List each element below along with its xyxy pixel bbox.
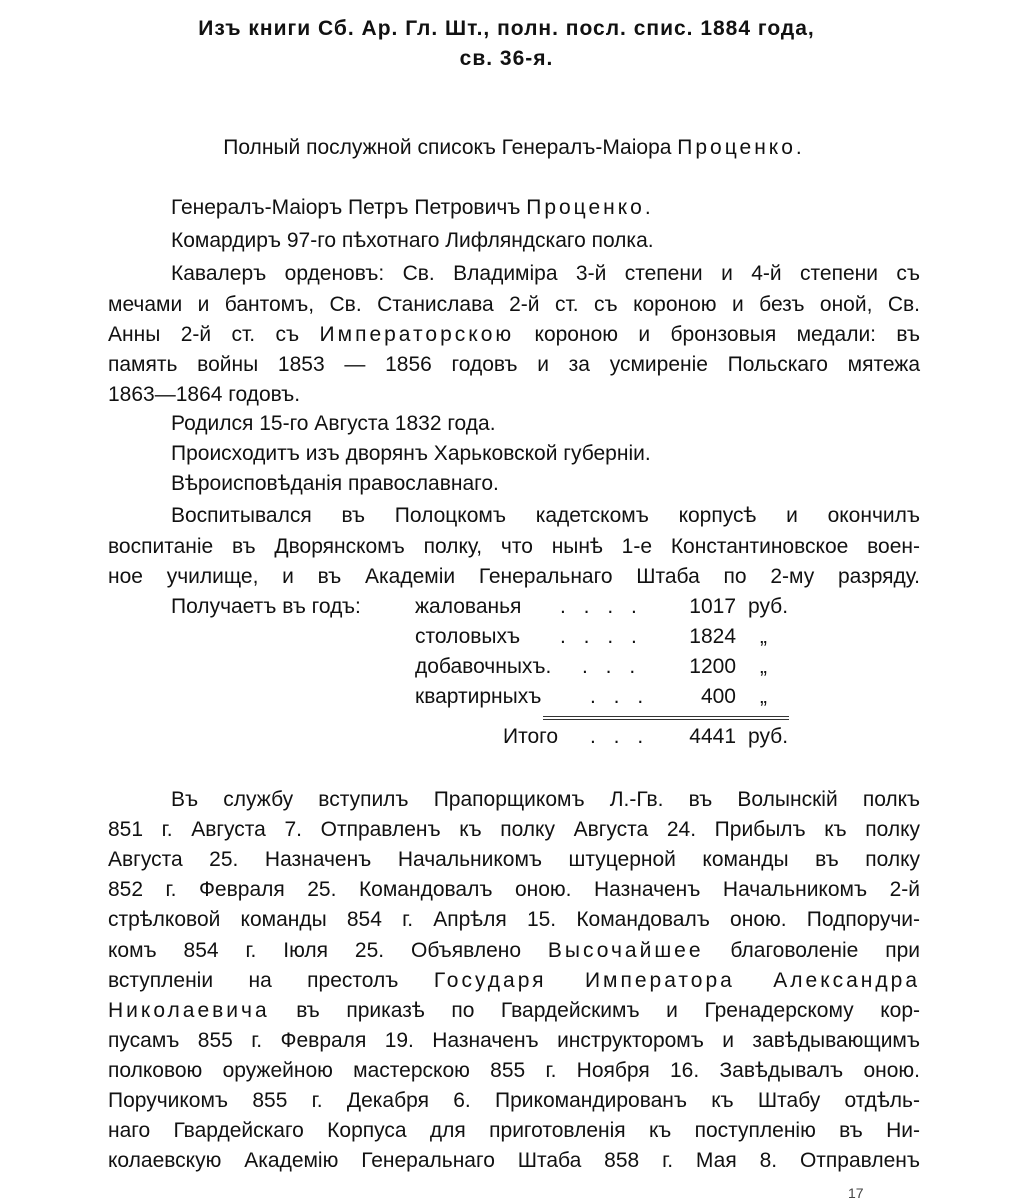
service-line: 852 г. Февраля 25. Командовалъ оною. Назначенъ Начальникомъ 2-й	[108, 878, 920, 901]
salary-total-amount: 4441	[689, 725, 736, 748]
orders-line-3-pre: Анны 2-й ст. съ	[108, 323, 320, 346]
origin-line: Происходитъ изъ дворянъ Харьковской губерніи.	[171, 442, 651, 465]
surname-spaced: Проценко.	[526, 196, 654, 219]
religion-line: Вѣроисповѣданія православнаго.	[171, 472, 499, 495]
service-line-pre: комъ 854 г. Іюля 25. Объявлено	[108, 939, 548, 962]
salary-label: Получаетъ въ годъ:	[171, 595, 361, 618]
orders-line-1: Кавалеръ орденовъ: Св. Владиміра 3-й степени и 4-й степени съ	[171, 262, 920, 285]
salary-row-item: квартирныхъ	[415, 685, 542, 708]
education-line-2: воспитаніе въ Дворянскомъ полку, что нынѣ 1-е Константиновское воен-	[108, 535, 920, 558]
service-line: 851 г. Августа 7. Отправленъ къ полку Августа 24. Прибылъ къ полку	[108, 818, 920, 841]
salary-row-amount: 1017	[689, 595, 736, 618]
salary-total-dots: . . .	[590, 725, 650, 748]
sovereign-spaced: Государя Императора Александра	[433, 969, 921, 992]
title-name: Проценко.	[677, 136, 805, 159]
patronymic-spaced: Николаевича	[108, 999, 270, 1022]
source-header-line-1: Изъ книги Сб. Ар. Гл. Шт., полн. посл. спис. 1884 года,	[198, 17, 815, 40]
salary-row-item: жалованья	[415, 595, 522, 618]
salary-row-item: столовыхъ	[415, 625, 521, 648]
service-line	[108, 966, 920, 996]
salary-total-rule	[543, 719, 789, 720]
service-line: пусамъ 855 г. Февраля 19. Назначенъ инструкторомъ и завѣдывающимъ	[108, 1029, 920, 1052]
rank-text: Генералъ-Маіоръ Петръ Петровичъ	[171, 196, 527, 219]
source-header-line-2: св. 36-я.	[459, 47, 554, 70]
education-line-3: ное училище, и въ Академіи Генеральнаго Штаба по 2-му разряду.	[108, 565, 920, 588]
service-line: стрѣлковой команды 854 г. Апрѣля 15. Командовалъ оною. Подпоручи-	[108, 908, 920, 931]
education-line-1: Воспитывался въ Полоцкомъ кадетскомъ корпусѣ и окончилъ	[171, 504, 920, 527]
orders-line-3-post: короною и бронзовыя медали: въ	[514, 323, 920, 346]
service-line: наго Гвардейскаго Корпуса для приготовленія къ поступленію въ Ни-	[108, 1119, 920, 1142]
orders-line-5: 1863—1864 годовъ.	[108, 383, 301, 406]
salary-row-amount: 1824	[689, 625, 736, 648]
page-number-fragment: 17	[848, 1185, 864, 1201]
service-line: полковою оружейною мастерскою 855 г. Ноября 16. Завѣдывалъ оною.	[108, 1059, 920, 1082]
salary-row-unit: руб.	[748, 595, 789, 618]
service-line-post: въ приказѣ по Гвардейскимъ и Гренадерскому кор-	[269, 999, 920, 1022]
orders-line-4: память войны 1853 — 1856 годовъ и за усмиреніе Польскаго мятежа	[108, 353, 920, 376]
salary-row-amount: 400	[700, 685, 736, 708]
birth-line: Родился 15-го Августа 1832 года.	[171, 412, 496, 435]
service-line	[108, 936, 920, 966]
service-line-pre: вступленіи на престолъ	[108, 969, 434, 992]
salary-row-unit: „	[760, 685, 767, 708]
service-line: колаевскую Академію Генеральнаго Штаба 858 г. Мая 8. Отправленъ	[108, 1149, 920, 1172]
orders-line-2: мечами и бантомъ, Св. Станислава 2-й ст. съ короною и безъ оной, Св.	[108, 293, 920, 316]
salary-row-dots: . . .	[590, 685, 650, 708]
salary-total-rule	[543, 716, 789, 717]
service-line: Поручикомъ 855 г. Декабря 6. Прикомандированъ къ Штабу отдѣль-	[108, 1089, 920, 1112]
service-line: Августа 25. Назначенъ Начальникомъ штуцерной команды въ полку	[108, 848, 920, 871]
service-line: Въ службу вступилъ Прапорщикомъ Л.-Гв. въ Волынскій полкъ	[171, 788, 920, 811]
imperial-spaced: Императорскою	[319, 323, 515, 346]
command-line	[171, 226, 920, 256]
salary-row-dots: . . . .	[560, 595, 643, 618]
salary-row-item: добавочныхъ.	[415, 655, 552, 678]
orders-line-3	[108, 320, 920, 350]
salary-row-unit: „	[760, 655, 767, 678]
service-line	[108, 996, 920, 1026]
document-title	[108, 133, 920, 163]
highest-spaced: Высочайшее	[547, 939, 704, 962]
salary-total-unit: руб.	[748, 725, 789, 748]
command-text: Комардиръ 97-го пѣхотнаго Лифляндскаго полка.	[171, 229, 654, 252]
title-prefix: Полный послужной списокъ Генералъ-Маіора	[223, 136, 678, 159]
rank-and-name-line	[171, 193, 920, 223]
salary-row-amount: 1200	[689, 655, 736, 678]
salary-row-dots: . . . .	[560, 625, 643, 648]
salary-row-unit: „	[760, 625, 767, 648]
salary-row-dots: . . .	[582, 655, 642, 678]
service-line-post: благоволеніе при	[703, 939, 920, 962]
salary-total-label: Итого	[503, 725, 559, 748]
